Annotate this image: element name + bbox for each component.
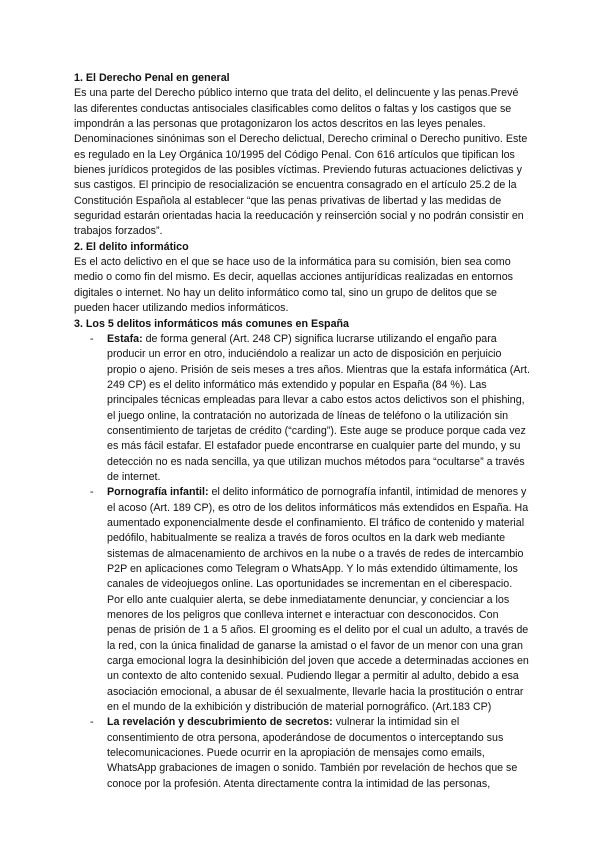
list-item-estafa xyxy=(74,332,530,485)
section-heading-derecho-penal: 1. El Derecho Penal en general xyxy=(74,72,230,84)
section-heading-cinco-delitos: 3. Los 5 delitos informáticos más comunes en España xyxy=(74,317,349,330)
section-body-derecho-penal: Es una parte del Derecho público interno que trata del delito, el delincuente y las penas.Prevé las diferentes conductas antisociales clasificables como delitos o faltas y los castigos que se impondrán a las personas que protagonizaron los actos descritos en las leyes penales. Denominaciones sinónimas son el Derecho delictual, Derecho criminal o Derecho punitivo. Este es regulado en la Ley Orgánica 10/1995 del Código Penal. Con 616 artículos que tipifican los bienes jurídicos protegidos de las posibles víctimas. Previendo futuras actuaciones delictivas y sus castigos. El principio de resocialización se encuentra consagrado en el artículo 25.2 de la Constitución Española al establecer “que las penas privativas de libertad y las medidas de seguridad estarán orientadas hacia la reeducación y reinserción social y no podrán consistir en trabajos forzados”. xyxy=(74,87,528,238)
crime-term: Pornografía infantil: xyxy=(107,486,209,499)
crime-description: vulnerar la intimidad sin el consentimiento de otra persona, apoderándose de documentos o interceptando sus telecomunicaciones. Puede ocurrir en la apropiación de mensajes como emails, WhatsApp grabaciones de imagen o sonido. También por revelación de hechos que se conoce por la profesión. Atenta directamente contra la intimidad de las personas, xyxy=(107,716,518,790)
list-item-revelacion-secretos xyxy=(74,715,530,792)
document-page xyxy=(74,71,530,792)
crime-list xyxy=(74,332,530,792)
crime-term: La revelación y descubrimiento de secretos: xyxy=(107,716,333,729)
crime-term: Estafa: xyxy=(107,332,143,345)
section-body-delito-informatico: Es el acto delictivo en el que se hace uso de la informática para su comisión, bien sea como medio o como fin del mismo. Es decir, aquellas acciones antijurídicas realizadas en entornos digitales o internet. No hay un delito informático como tal, sino un grupo de delitos que se pueden hacer utilizando medios informáticos. xyxy=(74,256,514,315)
crime-description: de forma general (Art. 248 CP) significa lucrarse utilizando el engaño para producir un error en otro, induciéndolo a realizar un acto de disposición en perjuicio propio o ajeno. Prisión de seis meses a tres años. Mientras que la estafa informática (Art. 249 CP) es el delito informático más extendido y popular en España (84 %). Las principales técnicas empleadas para llevar a cabo estos actos delictivos son el phishing, el juego online, la contratación no autorizada de líneas de teléfono o la utilización sin consentimiento de tarjetas de crédito (“carding”). Este auge se produce porque cada vez es más fácil estafar. El estafador puede encontrarse en cualquier parte del mundo, y su detección no es nada sencilla, ya que utilizan muchos métodos para “ocultarse” a través de internet. xyxy=(107,332,530,483)
bullet-dash: - xyxy=(90,332,94,345)
list-item-pornografia xyxy=(74,485,530,715)
bullet-dash: - xyxy=(90,716,94,729)
section-heading-delito-informatico: 2. El delito informático xyxy=(74,240,189,253)
crime-description: el delito informático de pornografía infantil, intimidad de menores y el acoso (Art. 189 CP), es otro de los delitos informáticos más extendidos en España. Ha aumentado exponencialmente desde el confinamiento. El tráfico de contenido y material pedófilo, habitualmente se realiza a través de foros ocultos en la dark web mediante sistemas de almacenamiento de archivos en la nube o a través de redes de intercambio P2P en aplicaciones como Telegram o WhatsApp. Y lo más extendido últimamente, los canales de videojuegos online. Las oportunidades se incrementan en el ciberespacio. Por ello ante cualquier alerta, se debe inmediatamente denunciar, y concienciar a los menores de los peligros que conlleva internet e interactuar con desconocidos. Con penas de prisión de 1 a 5 años. El grooming es el delito por el cual un adulto, a través de la red, con la única finalidad de ganarse la amistad o el favor de un menor con una gran carga emocional logra la desinhibición del joven que accede a determinadas acciones en un contexto de alto contenido sexual. Pudiendo llegar a permitir al adulto, debido a esa asociación emocional, a abusar de él sexualmente, llevarle hacia la prostitución o entrar en el mundo de la exhibición y distribución de material pornográfico. (Art.183 CP) xyxy=(107,486,529,714)
bullet-dash: - xyxy=(90,486,94,499)
